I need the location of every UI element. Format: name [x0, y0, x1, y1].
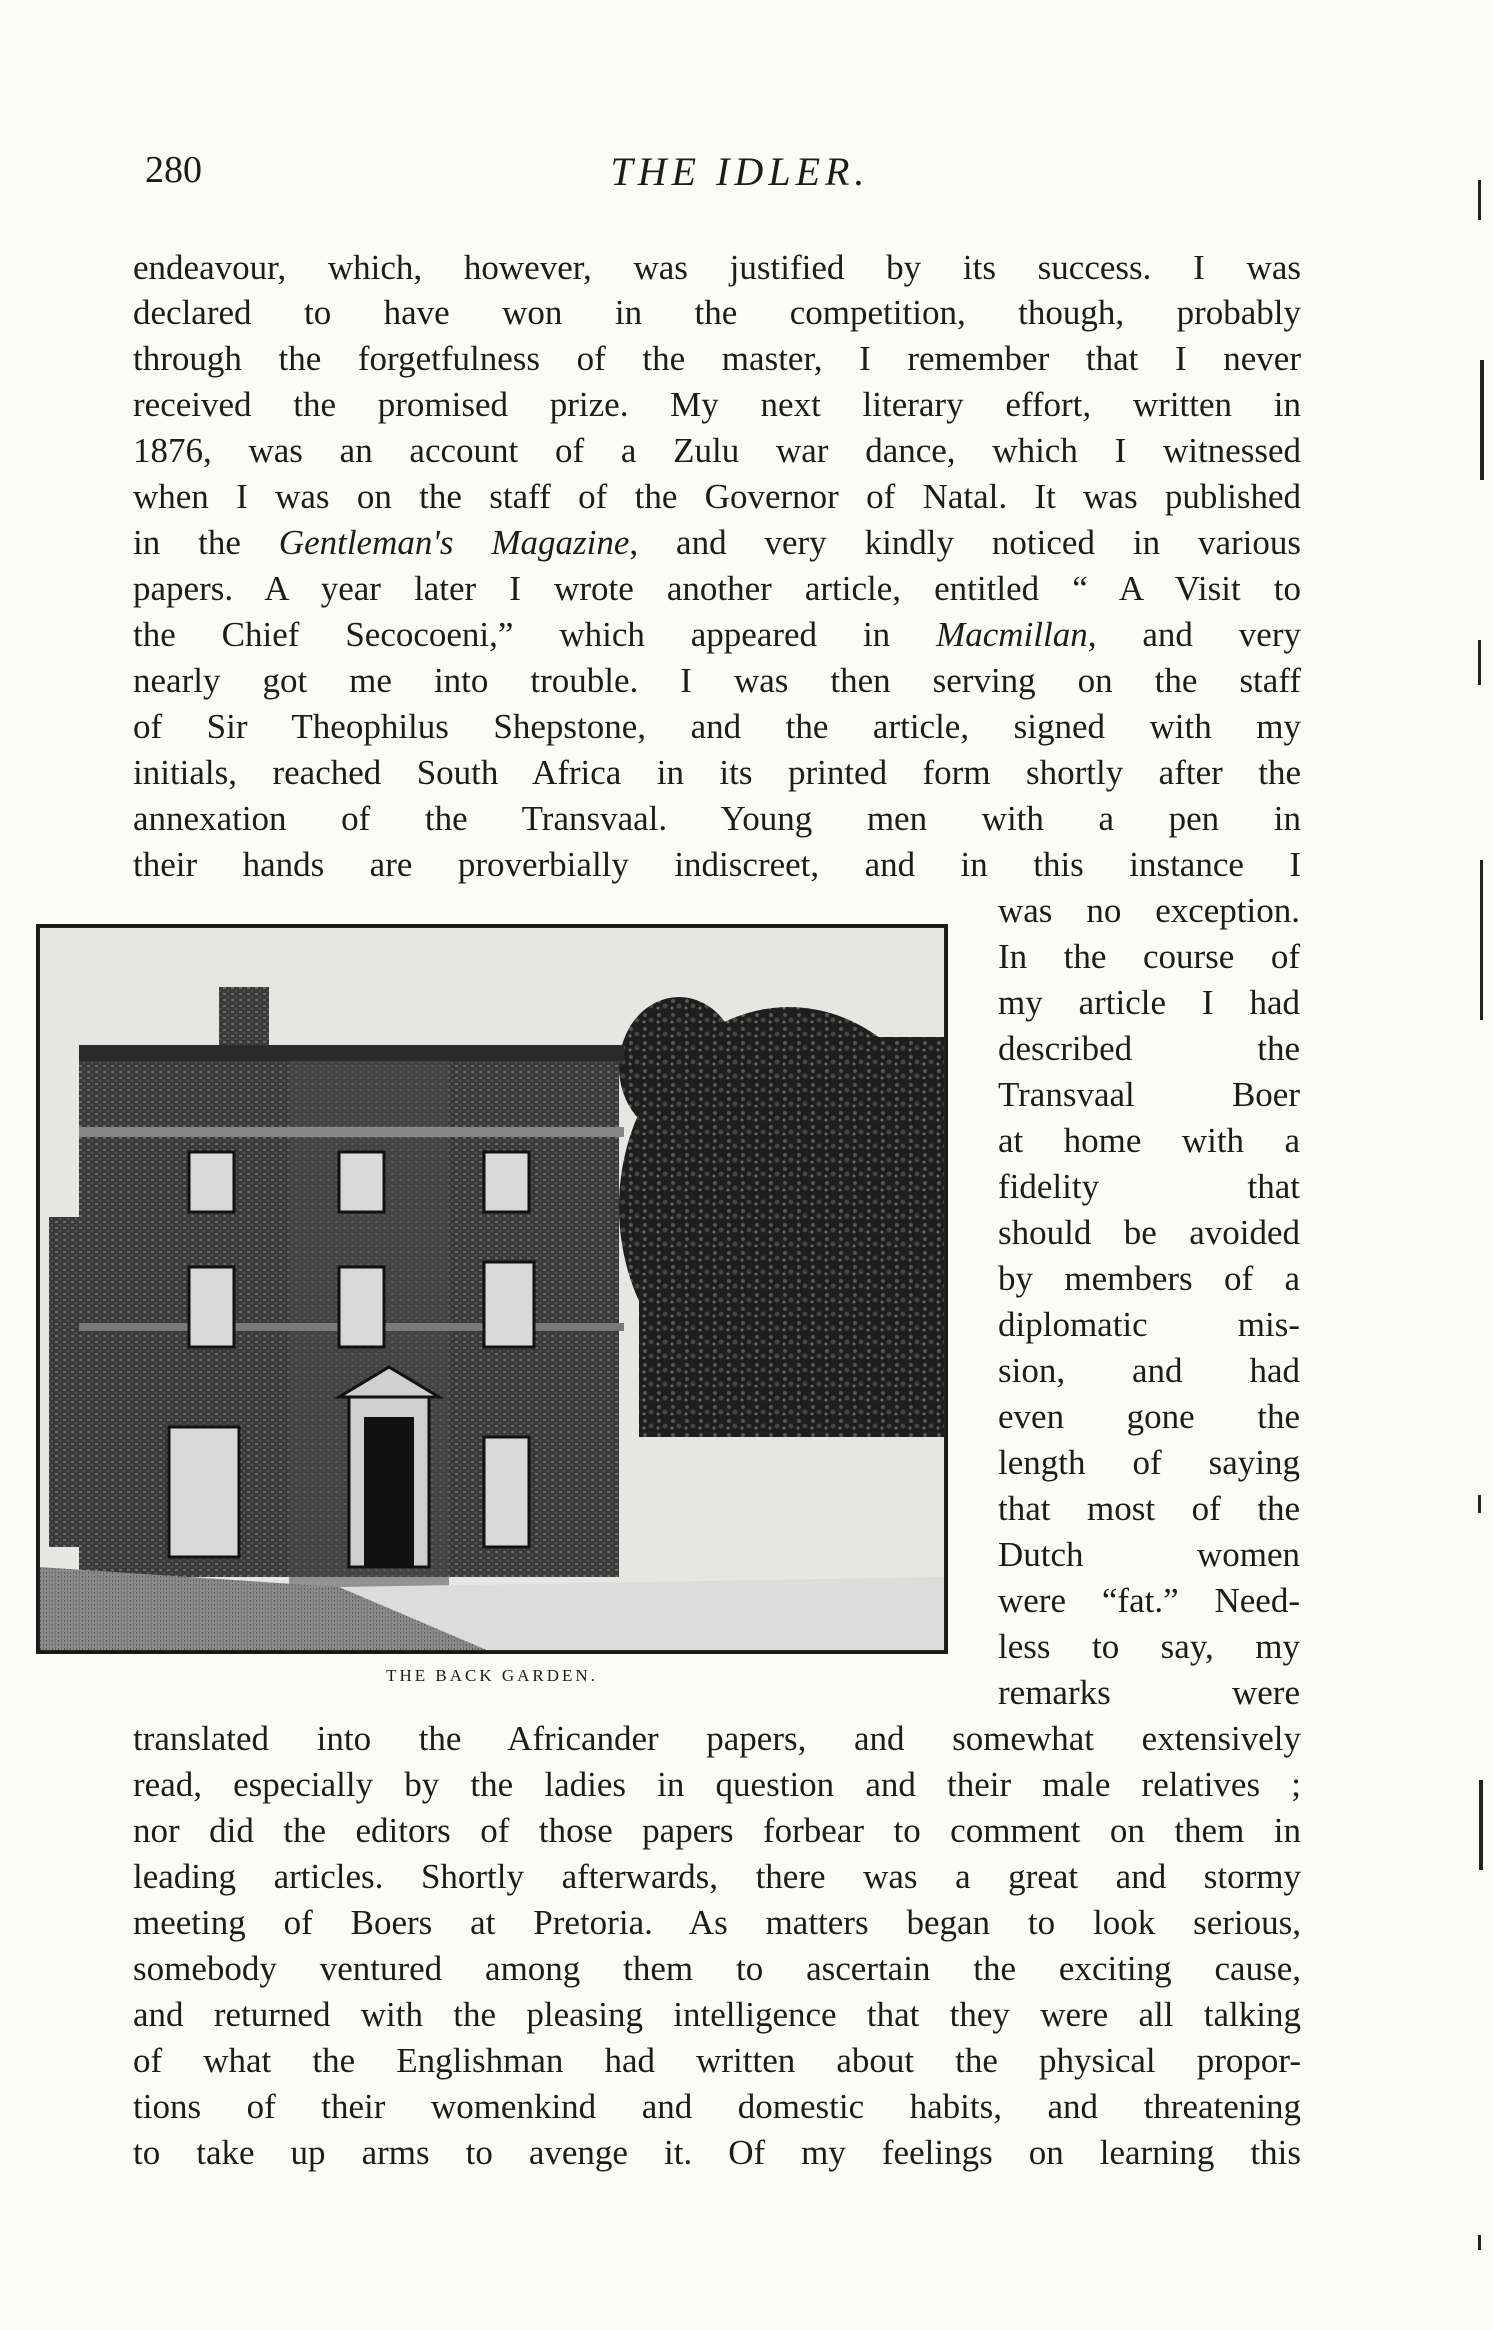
text-line: received the promised prize. My next literary effort, written in [133, 385, 1301, 424]
side-text-line: Dutch women [998, 1535, 1300, 1574]
text-line: declared to have won in the competition, though, probably [133, 293, 1301, 332]
side-text-line: fidelity that [998, 1167, 1300, 1206]
side-text-line: should be avoided [998, 1213, 1300, 1252]
text-line: somebody ventured among them to ascertain the exciting cause, [133, 1949, 1301, 1988]
text-line: read, especially by the ladies in question and their male relatives ; [133, 1765, 1301, 1804]
text-line: nearly got me into trouble. I was then serving on the staff [133, 661, 1301, 700]
journal-title: THE IDLER. [610, 149, 870, 194]
text-line: leading articles. Shortly afterwards, there was a great and stormy [133, 1857, 1301, 1896]
text-line: of what the Englishman had written about the physical propor- [133, 2041, 1301, 2080]
side-text-line: remarks were [998, 1673, 1300, 1712]
side-text-line: In the course of [998, 937, 1300, 976]
text-line: annexation of the Transvaal. Young men with a pen in [133, 799, 1301, 838]
side-text-line: by members of a [998, 1259, 1300, 1298]
italic-title: Gentleman's Magazine [278, 523, 630, 562]
scan-margin-mark [1478, 1495, 1481, 1513]
text-line [133, 521, 1301, 565]
text-line: initials, reached South Africa in its printed form shortly after the [133, 753, 1301, 792]
text-line: and returned with the pleasing intelligence that they were all talking [133, 1995, 1301, 2034]
side-text-line: length of saying [998, 1443, 1300, 1482]
side-text-line: at home with a [998, 1121, 1300, 1160]
italic-title: Macmillan [936, 615, 1088, 654]
scan-margin-mark [1478, 2235, 1481, 2250]
text-line: 1876, was an account of a Zulu war dance, which I witnessed [133, 431, 1301, 470]
text-fragment: , and very kindly noticed in various [629, 523, 1302, 562]
side-text-line: less to say, my [998, 1627, 1300, 1666]
running-head [135, 148, 1345, 198]
text-fragment: , and very [1087, 615, 1301, 654]
house-photo-drawing [39, 927, 945, 1651]
page-number: 280 [145, 149, 202, 191]
text-fragment: in the [133, 523, 279, 562]
text-line: through the forgetfulness of the master, I remember that I never [133, 339, 1301, 378]
scan-margin-mark [1478, 640, 1481, 685]
side-text-line: was no exception. [998, 891, 1300, 930]
text-line: when I was on the staff of the Governor of Natal. It was published [133, 477, 1301, 516]
side-text-line: diplomatic mis- [998, 1305, 1300, 1344]
text-line: their hands are proverbially indiscreet, and in this instance I [133, 845, 1301, 884]
scan-margin-mark [1479, 1780, 1483, 1870]
text-line: to take up arms to avenge it. Of my feelings on learning this [133, 2133, 1301, 2172]
text-line: of Sir Theophilus Shepstone, and the article, signed with my [133, 707, 1301, 746]
text-line [133, 613, 1301, 657]
scan-margin-mark [1478, 180, 1481, 220]
text-line: papers. A year later I wrote another article, entitled “ A Visit to [133, 569, 1301, 608]
text-line: meeting of Boers at Pretoria. As matters began to look serious, [133, 1903, 1301, 1942]
scan-margin-mark [1480, 360, 1484, 480]
side-text-line: my article I had [998, 983, 1300, 1022]
text-line: translated into the Africander papers, and somewhat extensively [133, 1719, 1301, 1758]
side-text-line: were “fat.” Need- [998, 1581, 1300, 1620]
house-photograph [36, 924, 948, 1654]
text-line: tions of their womenkind and domestic habits, and threatening [133, 2087, 1301, 2126]
side-text-line: Transvaal Boer [998, 1075, 1300, 1114]
scan-margin-mark [1480, 860, 1483, 1020]
text-line: endeavour, which, however, was justified by its success. I was [133, 248, 1301, 287]
side-text-line: sion, and had [998, 1351, 1300, 1390]
side-text-line: even gone the [998, 1397, 1300, 1436]
figure-caption: THE BACK GARDEN. [386, 1666, 598, 1685]
side-text-line: that most of the [998, 1489, 1300, 1528]
text-fragment: the Chief Secocoeni,” which appeared in [133, 615, 937, 654]
side-text-line: described the [998, 1029, 1300, 1068]
text-line: nor did the editors of those papers forbear to comment on them in [133, 1811, 1301, 1850]
